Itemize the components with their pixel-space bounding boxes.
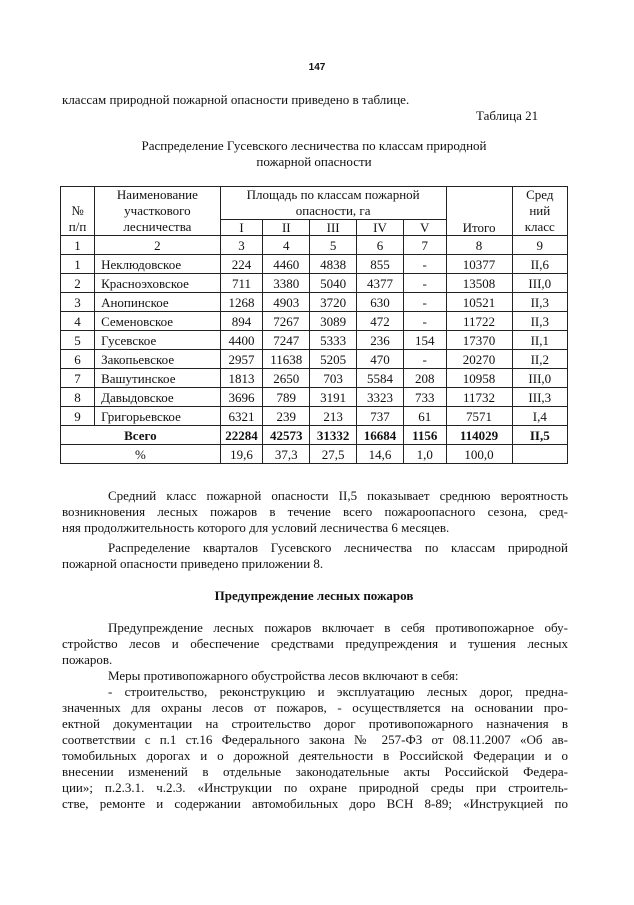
header-total: Итого xyxy=(446,187,512,236)
intro-line: классам природной пожарной опасности приведено в таблице. xyxy=(62,92,410,107)
area-class-2: 42573 xyxy=(263,426,310,445)
area-total: 17370 xyxy=(446,331,512,350)
column-number: 7 xyxy=(403,236,446,255)
average-class: III,0 xyxy=(512,274,567,293)
table-row xyxy=(61,388,568,407)
table-title-line-1: Распределение Гусевского лесничества по классам природной xyxy=(141,138,487,153)
area-class-2: 4903 xyxy=(263,293,310,312)
area-class-2: 7247 xyxy=(263,331,310,350)
table-row xyxy=(61,369,568,388)
area-class-1: 224 xyxy=(220,255,263,274)
row-number: 5 xyxy=(61,331,95,350)
para3-line-1: Предупреждение лесных пожаров включает в себя противопожарное обу- xyxy=(108,620,568,635)
area-class-4: 4377 xyxy=(357,274,404,293)
share-class-4: 14,6 xyxy=(357,445,404,464)
area-total: 10377 xyxy=(446,255,512,274)
total-row xyxy=(61,426,568,445)
average-class: II,6 xyxy=(512,255,567,274)
para3-line-3: пожаров. xyxy=(62,652,113,667)
average-class: III,3 xyxy=(512,388,567,407)
average-class: I,4 xyxy=(512,407,567,426)
area-class-5: 208 xyxy=(403,369,446,388)
header-class-2: II xyxy=(263,220,310,236)
area-total: 13508 xyxy=(446,274,512,293)
area-class-1: 2957 xyxy=(220,350,263,369)
area-class-4: 630 xyxy=(357,293,404,312)
area-class-5: - xyxy=(403,274,446,293)
area-class-3: 5040 xyxy=(310,274,357,293)
area-class-1: 3696 xyxy=(220,388,263,407)
para4-line-8: ции»; п.2.3.1. ч.2.3. «Инструкции по охране природной среды при строитель- xyxy=(62,780,568,795)
forestry-name: Григорьевское xyxy=(95,407,221,426)
para1-line-2: возникновения лесных пожаров в течение всего пожароопасного сезона, сред- xyxy=(62,504,568,519)
header-class-5: V xyxy=(403,220,446,236)
area-class-4: 855 xyxy=(357,255,404,274)
share-class-3: 27,5 xyxy=(310,445,357,464)
table-row xyxy=(61,255,568,274)
column-number: 8 xyxy=(446,236,512,255)
area-class-4: 3323 xyxy=(357,388,404,407)
row-number: 7 xyxy=(61,369,95,388)
area-class-2: 7267 xyxy=(263,312,310,331)
table-row xyxy=(61,274,568,293)
area-class-4: 737 xyxy=(357,407,404,426)
area-class-5: 154 xyxy=(403,331,446,350)
column-number: 5 xyxy=(310,236,357,255)
area-class-2: 789 xyxy=(263,388,310,407)
area-class-4: 5584 xyxy=(357,369,404,388)
row-number: 6 xyxy=(61,350,95,369)
table-row xyxy=(61,407,568,426)
area-class-3: 4838 xyxy=(310,255,357,274)
forestry-name: Анопинское xyxy=(95,293,221,312)
share-total: 100,0 xyxy=(446,445,512,464)
area-class-4: 16684 xyxy=(357,426,404,445)
row-number: 4 xyxy=(61,312,95,331)
share-class-1: 19,6 xyxy=(220,445,263,464)
area-class-2: 239 xyxy=(263,407,310,426)
area-class-2: 11638 xyxy=(263,350,310,369)
area-total: 10958 xyxy=(446,369,512,388)
para4-line-2: - строительство, реконструкцию и эксплуатацию лесных дорог, предна- xyxy=(108,684,568,699)
column-number: 9 xyxy=(512,236,567,255)
row-number: 2 xyxy=(61,274,95,293)
section-heading: Предупреждение лесных пожаров xyxy=(214,588,414,603)
header-num: № п/п xyxy=(61,187,95,236)
area-class-1: 1813 xyxy=(220,369,263,388)
para4-line-7: внесении изменений в отдельные законодательные акты Российской Федера- xyxy=(62,764,568,779)
row-number: 8 xyxy=(61,388,95,407)
area-total: 20270 xyxy=(446,350,512,369)
column-number: 6 xyxy=(357,236,404,255)
share-class-5: 1,0 xyxy=(403,445,446,464)
para4-line-4: ектной документации на строительство дорог противопожарного назначения в xyxy=(62,716,568,731)
empty-cell xyxy=(512,445,567,464)
forestry-name: Семеновское xyxy=(95,312,221,331)
area-class-3: 703 xyxy=(310,369,357,388)
area-class-3: 3720 xyxy=(310,293,357,312)
total-label: Всего xyxy=(61,426,221,445)
area-class-4: 470 xyxy=(357,350,404,369)
percent-label: % xyxy=(61,445,221,464)
area-class-5: 1156 xyxy=(403,426,446,445)
forestry-name: Неклюдовское xyxy=(95,255,221,274)
area-total: 11732 xyxy=(446,388,512,407)
area-class-5: - xyxy=(403,293,446,312)
para4-line-1: Меры противопожарного обустройства лесов включают в себя: xyxy=(108,668,459,683)
share-class-2: 37,3 xyxy=(263,445,310,464)
area-class-1: 22284 xyxy=(220,426,263,445)
header-avg: Сред ний класс xyxy=(512,187,567,236)
area-class-4: 472 xyxy=(357,312,404,331)
area-class-5: 733 xyxy=(403,388,446,407)
area-class-3: 5333 xyxy=(310,331,357,350)
table-label: Таблица 21 xyxy=(476,108,539,123)
area-class-5: - xyxy=(403,312,446,331)
area-class-1: 4400 xyxy=(220,331,263,350)
area-class-3: 3191 xyxy=(310,388,357,407)
para3-line-2: стройство лесов и обеспечение средствами предупреждения и тушения лесных xyxy=(62,636,568,651)
para4-line-9: стве, ремонте и содержании автомобильных доро ВСН 8-89; «Инструкцией по xyxy=(62,796,568,811)
average-class: II,1 xyxy=(512,331,567,350)
header-class-1: I xyxy=(220,220,263,236)
header-class-4: IV xyxy=(357,220,404,236)
table-row xyxy=(61,312,568,331)
area-total: 10521 xyxy=(446,293,512,312)
area-class-3: 213 xyxy=(310,407,357,426)
area-class-4: 236 xyxy=(357,331,404,350)
column-number: 2 xyxy=(95,236,221,255)
area-total: 11722 xyxy=(446,312,512,331)
area-class-2: 3380 xyxy=(263,274,310,293)
column-number: 4 xyxy=(263,236,310,255)
forestry-name: Вашутинское xyxy=(95,369,221,388)
forestry-name: Красноэховское xyxy=(95,274,221,293)
header-class-3: III xyxy=(310,220,357,236)
average-class: III,0 xyxy=(512,369,567,388)
row-number: 9 xyxy=(61,407,95,426)
average-class: II,3 xyxy=(512,312,567,331)
fire-class-table xyxy=(60,186,568,464)
forestry-name: Давыдовское xyxy=(95,388,221,407)
area-class-5: - xyxy=(403,255,446,274)
area-total: 114029 xyxy=(446,426,512,445)
area-total: 7571 xyxy=(446,407,512,426)
area-class-1: 894 xyxy=(220,312,263,331)
area-class-3: 5205 xyxy=(310,350,357,369)
table-row xyxy=(61,331,568,350)
area-class-5: - xyxy=(403,350,446,369)
area-class-3: 3089 xyxy=(310,312,357,331)
area-class-1: 6321 xyxy=(220,407,263,426)
header-row-1 xyxy=(61,187,568,220)
average-class: II,2 xyxy=(512,350,567,369)
table-title-line-2: пожарной опасности xyxy=(256,154,372,169)
average-class: II,5 xyxy=(512,426,567,445)
table-row xyxy=(61,293,568,312)
para2-line-2: пожарной опасности приведено приложении 8. xyxy=(62,556,324,571)
para4-line-6: томобильных дорогах и о дорожной деятельности в Российской Федерации и о xyxy=(62,748,568,763)
page-number: 147 xyxy=(308,62,326,73)
area-class-5: 61 xyxy=(403,407,446,426)
para1-line-1: Средний класс пожарной опасности II,5 показывает среднюю вероятность xyxy=(108,488,568,503)
para4-line-3: значенных для охраны лесов от пожаров, - осуществляется на основании про- xyxy=(62,700,568,715)
para1-line-3: няя продолжительность которого для условий лесничества 6 месяцев. xyxy=(62,520,450,535)
area-class-1: 1268 xyxy=(220,293,263,312)
average-class: II,3 xyxy=(512,293,567,312)
row-number: 1 xyxy=(61,255,95,274)
forestry-name: Гусевское xyxy=(95,331,221,350)
table-row xyxy=(61,350,568,369)
para2-line-1: Распределение кварталов Гусевского лесничества по классам природной xyxy=(108,540,568,555)
column-number-row xyxy=(61,236,568,255)
area-class-3: 31332 xyxy=(310,426,357,445)
percent-row xyxy=(61,445,568,464)
header-name: Наименование участкового лесничества xyxy=(95,187,221,236)
para4-line-5: соответствии с п.1 ст.16 Федерального закона № 257-ФЗ от 08.11.2007 «Об ав- xyxy=(62,732,568,747)
row-number: 3 xyxy=(61,293,95,312)
area-class-2: 2650 xyxy=(263,369,310,388)
column-number: 1 xyxy=(61,236,95,255)
area-class-1: 711 xyxy=(220,274,263,293)
area-class-2: 4460 xyxy=(263,255,310,274)
forestry-name: Закопьевское xyxy=(95,350,221,369)
header-area-group: Площадь по классам пожарной опасности, га xyxy=(220,187,446,220)
column-number: 3 xyxy=(220,236,263,255)
